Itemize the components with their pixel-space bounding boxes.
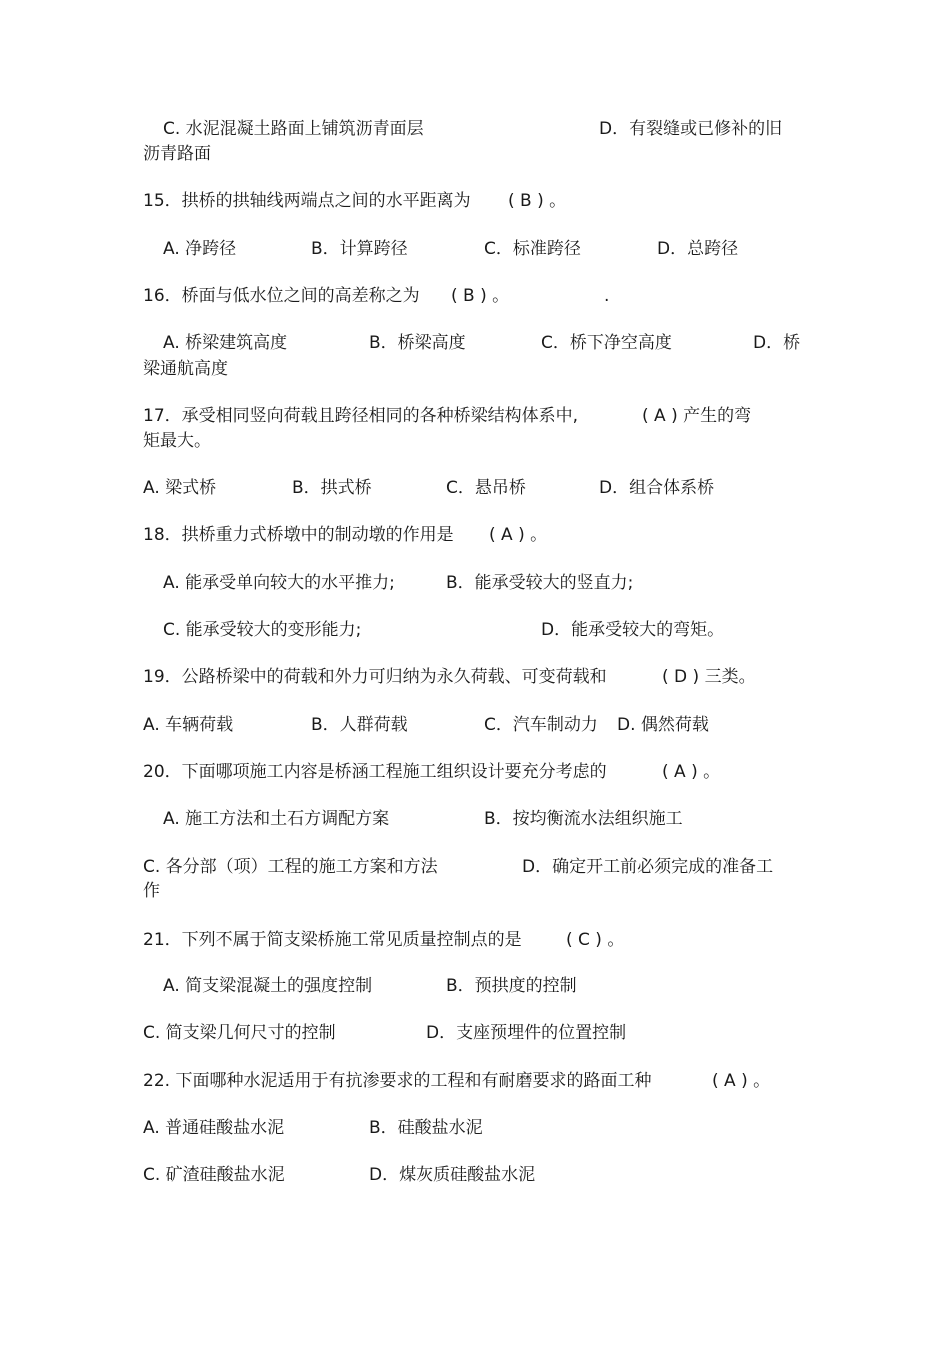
q20-option-d: D．确定开工前必须完成的准备工 bbox=[522, 857, 774, 877]
q22-option-c: C. 矿渣硅酸盐水泥 bbox=[143, 1165, 285, 1185]
q21-option-c: C. 简支梁几何尺寸的控制 bbox=[143, 1023, 336, 1043]
q16-answer: ( B ) 。 bbox=[451, 286, 510, 306]
q22-option-d: D．煤灰质硅酸盐水泥 bbox=[369, 1165, 536, 1185]
q17-option-b: B．拱式桥 bbox=[292, 478, 372, 498]
q19-stem: 19．公路桥梁中的荷载和外力可归纳为永久荷载、可变荷载和 bbox=[143, 667, 607, 687]
q17-option-a: A. 梁式桥 bbox=[143, 478, 217, 498]
q18-stem: 18．拱桥重力式桥墩中的制动墩的作用是 bbox=[143, 525, 454, 545]
q19-option-d: D. 偶然荷载 bbox=[617, 715, 709, 735]
q16-option-b: B．桥梁高度 bbox=[369, 333, 466, 353]
q15-answer: ( B ) 。 bbox=[508, 191, 567, 211]
q17-stem-continued: 矩最大。 bbox=[143, 431, 211, 451]
q16-dot: . bbox=[604, 286, 610, 306]
q16-option-c: C．桥下净空高度 bbox=[541, 333, 672, 353]
q19-answer: ( D ) 三类。 bbox=[662, 667, 756, 687]
q17-option-d: D．组合体系桥 bbox=[599, 478, 715, 498]
q16-option-a: A. 桥梁建筑高度 bbox=[163, 333, 288, 353]
q19-option-b: B．人群荷载 bbox=[311, 715, 408, 735]
q20-answer: ( A ) 。 bbox=[662, 762, 721, 782]
q15-stem: 15．拱桥的拱轴线两端点之间的水平距离为 bbox=[143, 191, 471, 211]
q15-option-a: A. 净跨径 bbox=[163, 239, 237, 259]
q20-stem: 20．下面哪项施工内容是桥涵工程施工组织设计要充分考虑的 bbox=[143, 762, 607, 782]
q20-option-a: A. 施工方法和土石方调配方案 bbox=[163, 809, 390, 829]
q22-answer: ( A ) 。 bbox=[712, 1071, 771, 1091]
q21-stem: 21．下列不属于简支梁桥施工常见质量控制点的是 bbox=[143, 930, 522, 950]
q21-option-a: A. 简支梁混凝土的强度控制 bbox=[163, 976, 373, 996]
q22-stem: 22. 下面哪种水泥适用于有抗渗要求的工程和有耐磨要求的路面工种 bbox=[143, 1071, 652, 1091]
q22-option-b: B．硅酸盐水泥 bbox=[369, 1118, 483, 1138]
q17-stem: 17．承受相同竖向荷载且跨径相同的各种桥梁结构体系中, bbox=[143, 406, 579, 426]
q22-option-a: A. 普通硅酸盐水泥 bbox=[143, 1118, 285, 1138]
q15-option-b: B．计算跨径 bbox=[311, 239, 408, 259]
q16-stem: 16．桥面与低水位之间的高差称之为 bbox=[143, 286, 420, 306]
q16-option-d-continued: 梁通航高度 bbox=[143, 359, 228, 379]
q17-option-c: C．悬吊桥 bbox=[446, 478, 526, 498]
q14-option-d-continued: 沥青路面 bbox=[143, 144, 211, 164]
q18-option-d: D．能承受较大的弯矩。 bbox=[541, 620, 725, 640]
q18-answer: ( A ) 。 bbox=[489, 525, 548, 545]
q19-option-a: A. 车辆荷载 bbox=[143, 715, 234, 735]
q17-answer: ( A ) 产生的弯 bbox=[642, 406, 752, 426]
q20-option-b: B．按均衡流水法组织施工 bbox=[484, 809, 683, 829]
q16-option-d: D．桥 bbox=[753, 333, 801, 353]
q14-option-c: C. 水泥混凝土路面上铺筑沥青面层 bbox=[163, 119, 424, 139]
q19-option-c: C．汽车制动力 bbox=[484, 715, 598, 735]
q21-answer: ( C ) 。 bbox=[566, 930, 625, 950]
q18-option-a: A. 能承受单向较大的水平推力; bbox=[163, 573, 395, 593]
q18-option-b: B．能承受较大的竖直力; bbox=[446, 573, 634, 593]
q20-option-c: C. 各分部（项）工程的施工方案和方法 bbox=[143, 857, 438, 877]
q21-option-d: D．支座预埋件的位置控制 bbox=[426, 1023, 627, 1043]
q21-option-b: B．预拱度的控制 bbox=[446, 976, 577, 996]
q15-option-d: D．总跨径 bbox=[657, 239, 739, 259]
q15-option-c: C．标准跨径 bbox=[484, 239, 581, 259]
q18-option-c: C. 能承受较大的变形能力; bbox=[163, 620, 362, 640]
q20-option-d-continued: 作 bbox=[143, 881, 160, 901]
q14-option-d: D．有裂缝或已修补的旧 bbox=[599, 119, 783, 139]
